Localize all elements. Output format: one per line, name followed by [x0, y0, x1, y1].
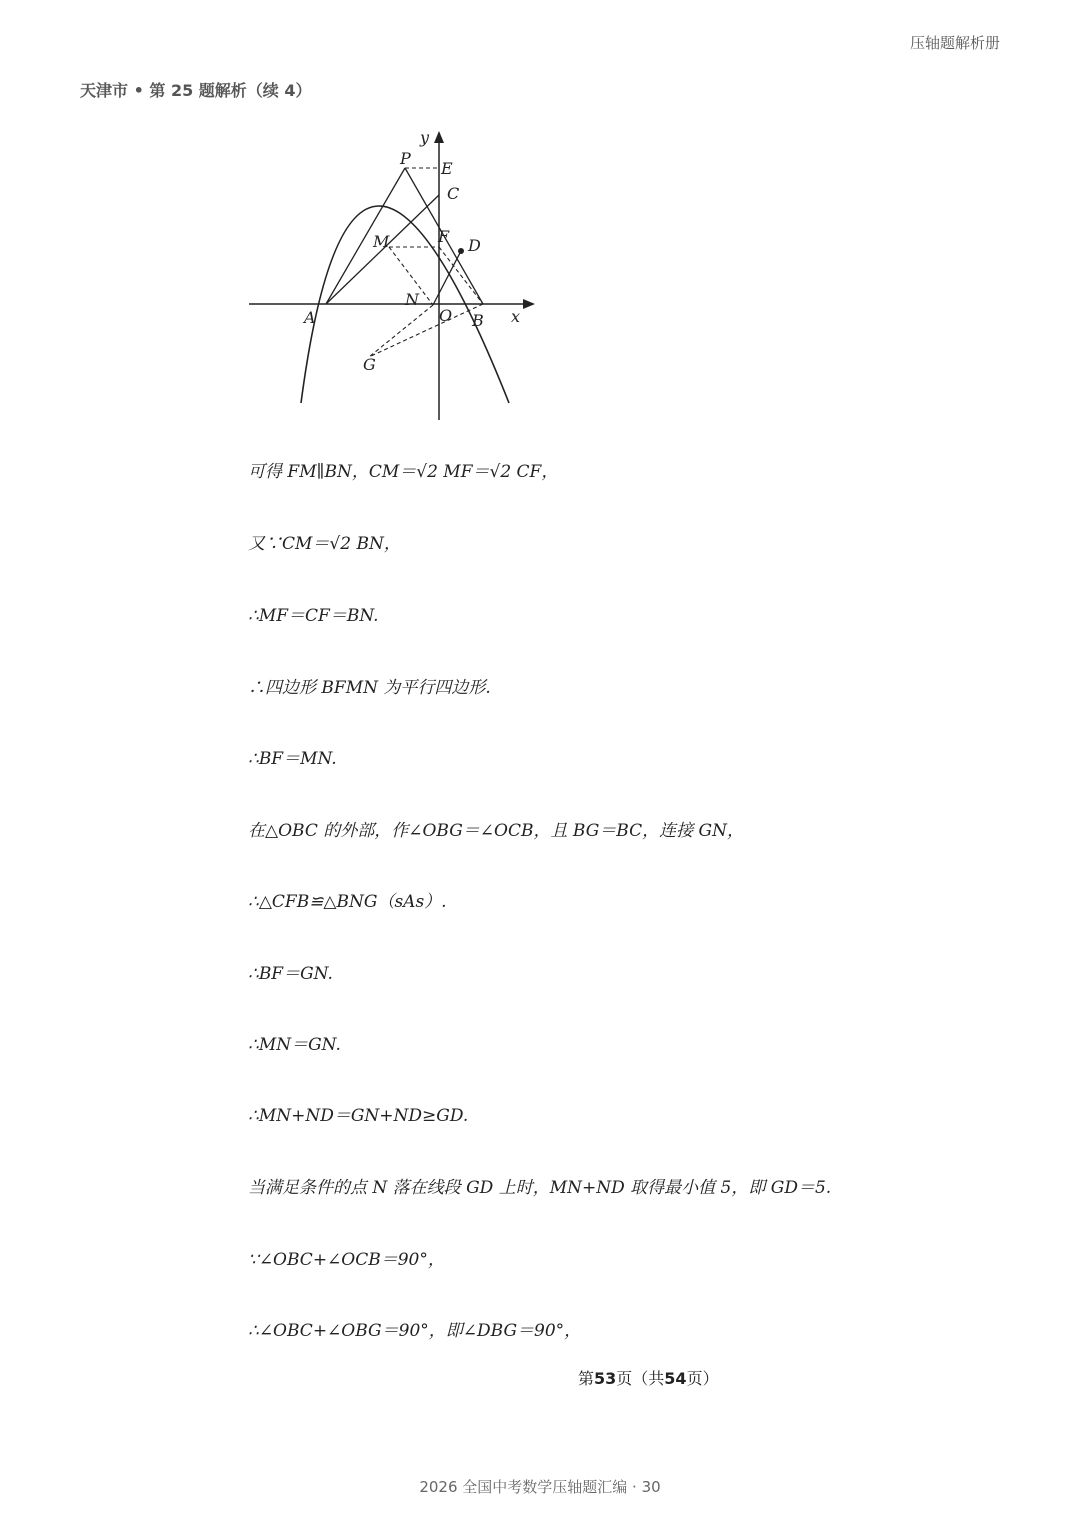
page-middle: 页（共 — [616, 1369, 665, 1388]
geometry-diagram — [245, 125, 545, 425]
page-footer: 2026 全国中考数学压轴题汇编 · 30 — [419, 1478, 661, 1496]
solution-line: ∴四边形 BFMN 为平行四边形. — [248, 678, 491, 698]
label-x: x — [511, 307, 521, 326]
label-N: N — [405, 290, 419, 309]
solution-line: ∴MN＝GN. — [248, 1035, 341, 1055]
label-C: C — [447, 184, 460, 203]
running-header: 压轴题解析册 — [909, 34, 1000, 52]
segment-NG — [369, 305, 433, 357]
solution-line: ∴△CFB≌△BNG（sAs）. — [248, 892, 447, 912]
page-prefix: 第 — [578, 1369, 595, 1388]
page-current: 53 — [594, 1369, 617, 1388]
segment-BG — [369, 304, 483, 357]
page-suffix: 页） — [686, 1369, 719, 1388]
label-O: O — [439, 306, 453, 325]
label-D: D — [468, 236, 481, 255]
label-y: y — [420, 128, 430, 147]
point-D — [458, 248, 464, 254]
label-A: A — [304, 308, 316, 327]
solution-line: ∴BF＝GN. — [248, 964, 333, 984]
label-P: P — [400, 149, 411, 168]
solution-line: 在△OBC 的外部，作∠OBG＝∠OCB，且 BG＝BC，连接 GN， — [248, 821, 744, 841]
section-title: 天津市 • 第 25 题解析（续 4） — [80, 81, 312, 100]
solution-line: ∴MF＝CF＝BN. — [248, 606, 379, 626]
solution-line: ∴MN+ND＝GN+ND≥GD. — [248, 1106, 469, 1126]
solution-line: 当满足条件的点 N 落在线段 GD 上时，MN+ND 取得最小值 5，即 GD＝5. — [248, 1178, 832, 1198]
label-F: F — [438, 227, 450, 246]
solution-line: ∴BF＝MN. — [248, 749, 337, 769]
solution-line: 可得 FM∥BN，CM＝√2 MF＝√2 CF， — [248, 462, 559, 482]
label-G: G — [363, 355, 376, 374]
geometry-figure — [245, 125, 545, 425]
page-number — [578, 1366, 719, 1389]
solution-line: 又∵CM＝√2 BN， — [248, 534, 401, 554]
label-M: M — [373, 232, 390, 251]
label-B: B — [472, 311, 484, 330]
segment-ND — [433, 251, 461, 305]
y-axis-arrow — [434, 131, 444, 143]
page-total: 54 — [664, 1369, 687, 1388]
label-E: E — [441, 159, 453, 178]
solution-line: ∴∠OBC+∠OBG＝90°，即∠DBG＝90°， — [248, 1321, 582, 1341]
segment-AP — [326, 168, 405, 304]
x-axis-arrow — [523, 299, 535, 309]
solution-line: ∵∠OBC+∠OCB＝90°， — [248, 1250, 445, 1270]
